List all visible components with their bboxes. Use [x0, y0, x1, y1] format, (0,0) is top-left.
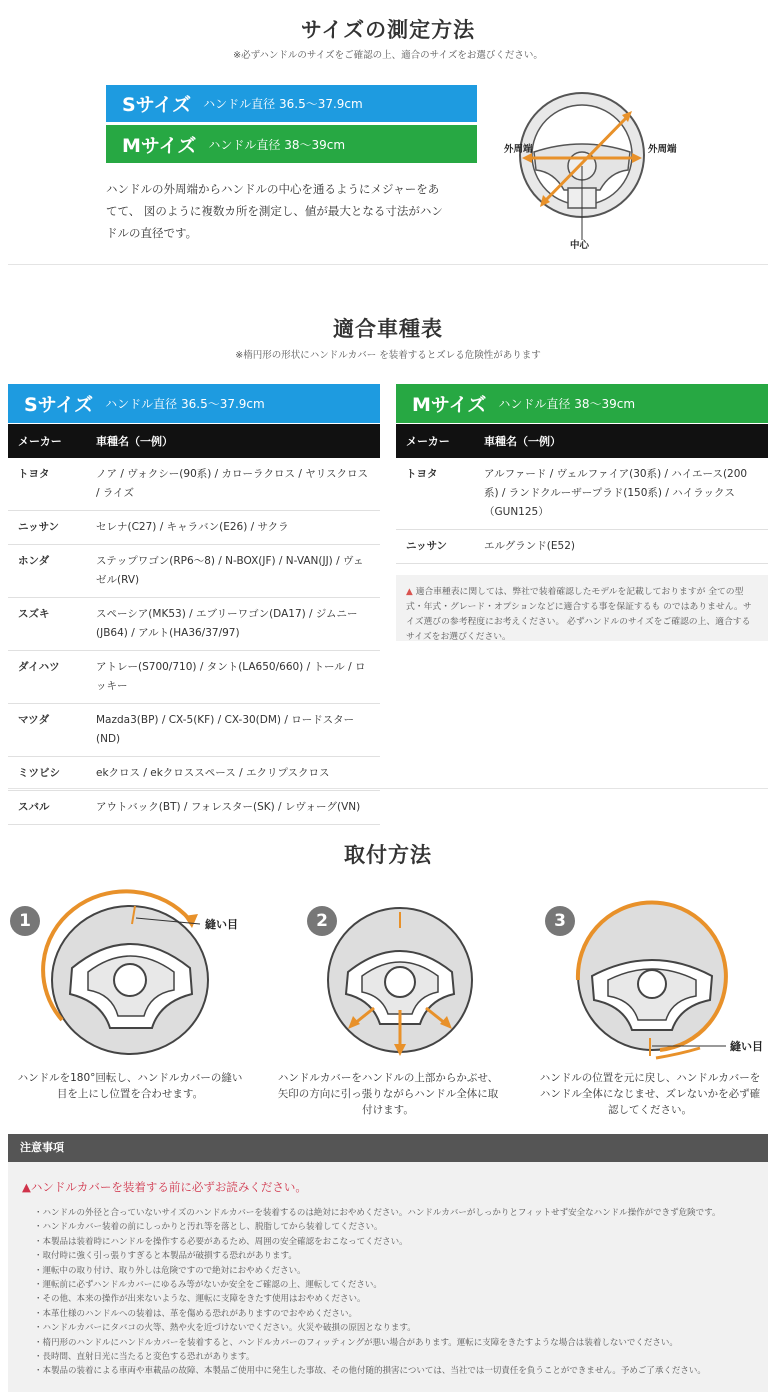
models-cell: アルファード / ヴェルファイア(30系) / ハイエース(200系) / ランドクルーザープラド(150系) / ハイラックス（GUN125） — [474, 458, 768, 530]
table-row — [8, 545, 380, 598]
divider — [8, 264, 768, 265]
col-maker: メーカー — [396, 424, 474, 458]
maker-cell: トヨタ — [396, 458, 474, 530]
models-cell: セレナ(C27) / キャラバン(E26) / サクラ — [86, 511, 380, 545]
measure-subtitle: ※必ずハンドルのサイズをご確認の上、適合のサイズをお選びください。 — [233, 50, 543, 61]
table-row — [8, 791, 380, 825]
warning-icon: ▲ — [406, 587, 413, 597]
measure-title: サイズの測定方法 — [300, 18, 476, 42]
maker-cell: ニッサン — [396, 530, 474, 564]
m-size-label: Mサイズ — [412, 394, 487, 416]
description-line: ドルの直径です。 — [106, 226, 198, 240]
step-text-line: ハンドルの位置を元に戻し、ハンドルカバーを — [539, 1072, 761, 1084]
list-item: ・ 本製品の装着による車両や車載品の故障、本製品ご使用中に発生した事故、その他付随的損害については、当社では一切責任を負うことができません。予めご了承ください。 — [34, 1364, 764, 1378]
table-row — [8, 757, 380, 791]
table-row — [8, 598, 380, 651]
step-text-line: ハンドル全体になじませ、ズレないかを必ず確 — [539, 1088, 761, 1100]
list-item: ・ ハンドルカバーにタバコの火等、熱や火を近づけないでください。火災や破損の原因となります。 — [34, 1321, 764, 1335]
list-item: ・ ハンドルの外径と合っていないサイズのハンドルカバーを装着するのは絶対におやめください。ハンドルカバーがしっかりとフィットせず安全なハンドル操作ができず危険です。 — [34, 1206, 764, 1220]
models-cell: アトレー(S700/710) / タント(LA650/660) / トール / ロッキー — [86, 651, 380, 704]
models-cell: スペーシア(MK53) / エブリーワゴン(DA17) / ジムニー(JB64) / アルト(HA36/37/97) — [86, 598, 380, 651]
maker-cell: ミツビシ — [8, 757, 86, 791]
step-text-line: 認してください。 — [608, 1104, 692, 1116]
install-title: 取付方法 — [344, 843, 432, 867]
step-text-line: ハンドルカバーをハンドルの上部からかぶせ、 — [277, 1072, 499, 1084]
table-row — [396, 458, 768, 530]
divider — [8, 788, 768, 789]
caution-header: 注意事項 — [8, 1134, 768, 1162]
step-2-text — [268, 1070, 508, 1118]
fit-note-box — [396, 575, 768, 641]
step-2-illustration — [310, 890, 490, 1070]
table-row — [8, 458, 380, 511]
s-size-label: Sサイズ — [122, 94, 192, 116]
step-2-number: 2 — [307, 906, 337, 936]
col-model: 車種名（一例） — [86, 424, 380, 458]
diagram-left-label: 外周端 — [504, 144, 533, 155]
step-1-illustration — [40, 890, 260, 1070]
m-size-label: Mサイズ — [122, 134, 197, 157]
table-row — [8, 651, 380, 704]
step-1-number: 1 — [10, 906, 40, 936]
step-1-text — [0, 1070, 260, 1102]
maker-cell: ニッサン — [8, 511, 86, 545]
list-item: ・ 楕円形のハンドルにハンドルカバーを装着すると、ハンドルカバーのフィッティングが悪い場合があります。運転に支障をきたすような場合は装着しないでください。 — [34, 1336, 764, 1350]
s-size-range: ハンドル直径 36.5〜37.9cm — [203, 97, 363, 111]
fit-title: 適合車種表 — [333, 317, 443, 341]
list-item: ・ 本製品は装着時にハンドルを操作する必要があるため、周囲の安全確認をおこなってください。 — [34, 1235, 764, 1249]
models-cell: ノア / ヴォクシー(90系) / カローラクロス / ヤリスクロス / ライズ — [86, 458, 380, 511]
step-3-number: 3 — [545, 906, 575, 936]
diagram-center-label: 中心 — [570, 240, 590, 251]
maker-cell: マツダ — [8, 704, 86, 757]
caution-body — [8, 1162, 768, 1392]
step-3-text — [526, 1070, 774, 1118]
table-row — [8, 511, 380, 545]
list-item: ・ その他、本来の操作が出来ないような、運転に支障をきたす使用はおやめください。 — [34, 1292, 764, 1306]
fit-subtitle: ※楕円形の形状にハンドルカバー を装着するとズレる危険性があります — [235, 350, 541, 361]
measure-s-size-bar — [106, 85, 477, 122]
col-maker: メーカー — [8, 424, 86, 458]
measure-description — [106, 178, 486, 244]
maker-cell: トヨタ — [8, 458, 86, 511]
models-cell: アウトバック(BT) / フォレスター(SK) / レヴォーグ(VN) — [86, 791, 380, 825]
models-cell: ekクロス / ekクロススペース / エクリプスクロス — [86, 757, 380, 791]
list-item: ・ 本革仕様のハンドルへの装着は、革を傷める恐れがありますのでおやめください。 — [34, 1307, 764, 1321]
step-text-line: 付けます。 — [362, 1104, 414, 1116]
maker-cell: スズキ — [8, 598, 86, 651]
maker-cell: スバル — [8, 791, 86, 825]
steering-wheel-icon — [52, 906, 208, 1054]
m-size-range: ハンドル直径 38〜39cm — [498, 397, 636, 411]
list-item: ・ 運転前に必ずハンドルカバーにゆるみ等がないか安全をご確認の上、運転してください。 — [34, 1278, 764, 1292]
s-size-range: ハンドル直径 36.5〜37.9cm — [105, 397, 265, 411]
list-item: ・ 取付時に強く引っ張りすぎると本製品が破損する恐れがあります。 — [34, 1249, 764, 1263]
measure-wheel-diagram — [500, 80, 677, 255]
diagram-right-label: 外周端 — [648, 144, 677, 155]
list-item: ・ 運転中の取り付け、取り外しは危険ですので絶対におやめください。 — [34, 1264, 764, 1278]
col-model: 車種名（一例） — [474, 424, 768, 458]
maker-cell: ダイハツ — [8, 651, 86, 704]
list-item: ・ ハンドルカバー装着の前にしっかりと汚れ等を落とし、脱脂してから装着してください。 — [34, 1220, 764, 1234]
step-text-line: 目を上にし位置を合わせます。 — [56, 1088, 204, 1100]
step-1-seam-label: 縫い目 — [205, 918, 238, 931]
step-3-illustration — [570, 890, 770, 1070]
step-text-line: 矢印の方向に引っ張りながらハンドル全体に取 — [277, 1088, 499, 1100]
measure-m-size-bar — [106, 125, 477, 163]
models-cell: ステップワゴン(RP6〜8) / N-BOX(JF) / N-VAN(JJ) / ヴェゼル(RV) — [86, 545, 380, 598]
s-size-label: Sサイズ — [24, 394, 94, 416]
step-3-seam-label: 縫い目 — [730, 1040, 763, 1053]
list-item: ・ 長時間、直射日光に当たると変色する恐れがあります。 — [34, 1350, 764, 1364]
table-row — [8, 704, 380, 757]
description-line: てて、 図のように複数カ所を測定し、値が最大となる寸法がハン — [106, 204, 443, 218]
table-row — [396, 530, 768, 564]
models-cell: Mazda3(BP) / CX-5(KF) / CX-30(DM) / ロードスター(ND) — [86, 704, 380, 757]
s-size-fit-table — [8, 424, 380, 825]
caution-title: ▲ハンドルカバーを装着する前に必ずお読みください。 — [22, 1180, 307, 1194]
fit-m-size-bar — [396, 384, 768, 423]
models-cell: エルグランド(E52) — [474, 530, 768, 564]
fit-note-text: 適合車種表に関しては、弊社で装着確認したモデルを記載しておりますが 全ての型式・年式・グレード・オプションなどに適合する事を保証するも のではありません。サイズ選びの参考程度にお考えください。 必ずハンドルのサイズをご確認の上、適合するサイズをお選びください。 — [406, 587, 752, 642]
m-size-range: ハンドル直径 38〜39cm — [208, 137, 346, 152]
fit-s-size-bar — [8, 384, 380, 423]
description-line: ハンドルの外周端からハンドルの中心を通るようにメジャーをあ — [106, 182, 440, 196]
caution-list — [34, 1206, 764, 1379]
m-size-fit-table — [396, 424, 768, 564]
maker-cell: ホンダ — [8, 545, 86, 598]
step-text-line: ハンドルを180°回転し、ハンドルカバーの縫い — [17, 1072, 243, 1084]
